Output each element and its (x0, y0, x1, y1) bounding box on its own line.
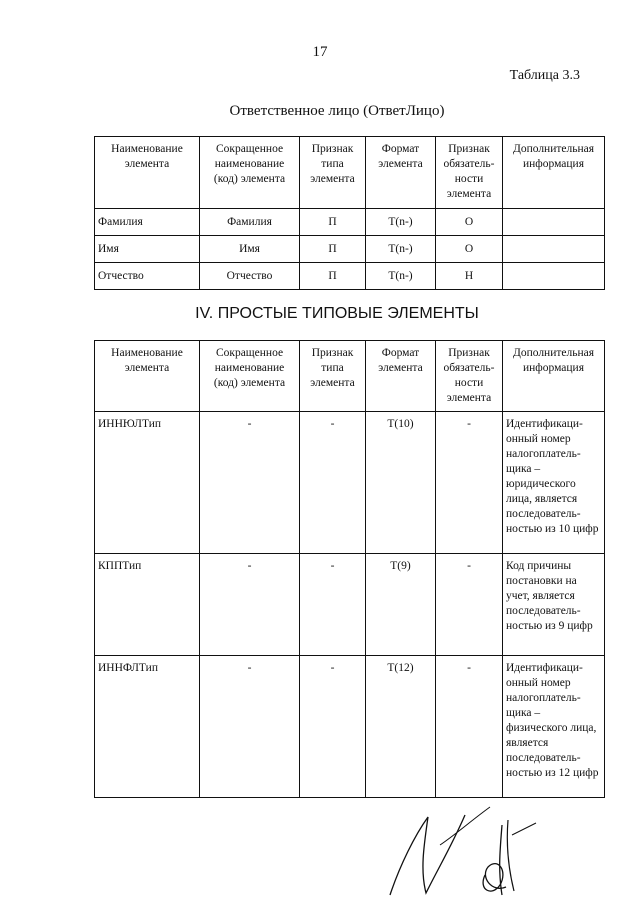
page-number: 17 (312, 44, 328, 60)
cell-required-flag: О (436, 209, 503, 236)
table-header-row (95, 341, 605, 412)
header-type-flag: Признак типа элемента (300, 137, 366, 209)
cell-format: T(9) (366, 554, 436, 656)
header-required-flag: Признак обязатель-ности элемента (436, 137, 503, 209)
cell-element-name: Отчество (95, 263, 200, 290)
header-element-name: Наименование элемента (95, 137, 200, 209)
cell-type-flag: П (300, 236, 366, 263)
cell-short-name: - (200, 656, 300, 798)
cell-additional-info (503, 209, 605, 236)
header-short-name: Сокращенное наименование (код) элемента (200, 341, 300, 412)
cell-short-name: - (200, 554, 300, 656)
header-required-flag: Признак обязатель-ности элемента (436, 341, 503, 412)
cell-type-flag: - (300, 554, 366, 656)
cell-element-name: ИННФЛТип (95, 656, 200, 798)
cell-format: T(n-) (366, 263, 436, 290)
cell-additional-info: Идентификаци-онный номер налогоплатель-щика – физического лица, является последователь-ностью из 12 цифр (503, 656, 605, 798)
cell-type-flag: П (300, 209, 366, 236)
cell-additional-info (503, 236, 605, 263)
header-short-name: Сокращенное наименование (код) элемента (200, 137, 300, 209)
header-format: Формат элемента (366, 341, 436, 412)
table-row (95, 263, 605, 290)
cell-additional-info (503, 263, 605, 290)
cell-additional-info: Идентификаци-онный номер налогоплатель-щика – юридического лица, является последователь-ностью из 10 цифр (503, 412, 605, 554)
table-row (95, 656, 605, 798)
cell-format: T(n-) (366, 209, 436, 236)
cell-short-name: Фамилия (200, 209, 300, 236)
table-header-row (95, 137, 605, 209)
cell-required-flag: О (436, 236, 503, 263)
cell-required-flag: - (436, 412, 503, 554)
responsible-person-table (94, 136, 605, 290)
cell-format: T(n-) (366, 236, 436, 263)
section-title: IV. ПРОСТЫЕ ТИПОВЫЕ ЭЛЕМЕНТЫ (195, 305, 479, 322)
header-additional-info: Дополнительная информация (503, 137, 605, 209)
table-row (95, 554, 605, 656)
table-label: Таблица 3.3 (509, 68, 580, 83)
header-format: Формат элемента (366, 137, 436, 209)
cell-element-name: Фамилия (95, 209, 200, 236)
table-row (95, 412, 605, 554)
cell-type-flag: - (300, 656, 366, 798)
cell-type-flag: - (300, 412, 366, 554)
cell-required-flag: Н (436, 263, 503, 290)
table-title: Ответственное лицо (ОтветЛицо) (229, 103, 445, 119)
simple-types-table (94, 340, 605, 798)
header-element-name: Наименование элемента (95, 341, 200, 412)
table-row (95, 236, 605, 263)
cell-element-name: КППТип (95, 554, 200, 656)
cell-type-flag: П (300, 263, 366, 290)
cell-element-name: Имя (95, 236, 200, 263)
cell-short-name: Имя (200, 236, 300, 263)
header-type-flag: Признак типа элемента (300, 341, 366, 412)
cell-format: T(12) (366, 656, 436, 798)
cell-short-name: Отчество (200, 263, 300, 290)
cell-short-name: - (200, 412, 300, 554)
table-row (95, 209, 605, 236)
cell-format: T(10) (366, 412, 436, 554)
header-additional-info: Дополнительная информация (503, 341, 605, 412)
cell-required-flag: - (436, 656, 503, 798)
cell-additional-info: Код причины постановки на учет, является последователь-ностью из 9 цифр (503, 554, 605, 656)
handwritten-signature (380, 805, 560, 900)
cell-element-name: ИННЮЛТип (95, 412, 200, 554)
cell-required-flag: - (436, 554, 503, 656)
